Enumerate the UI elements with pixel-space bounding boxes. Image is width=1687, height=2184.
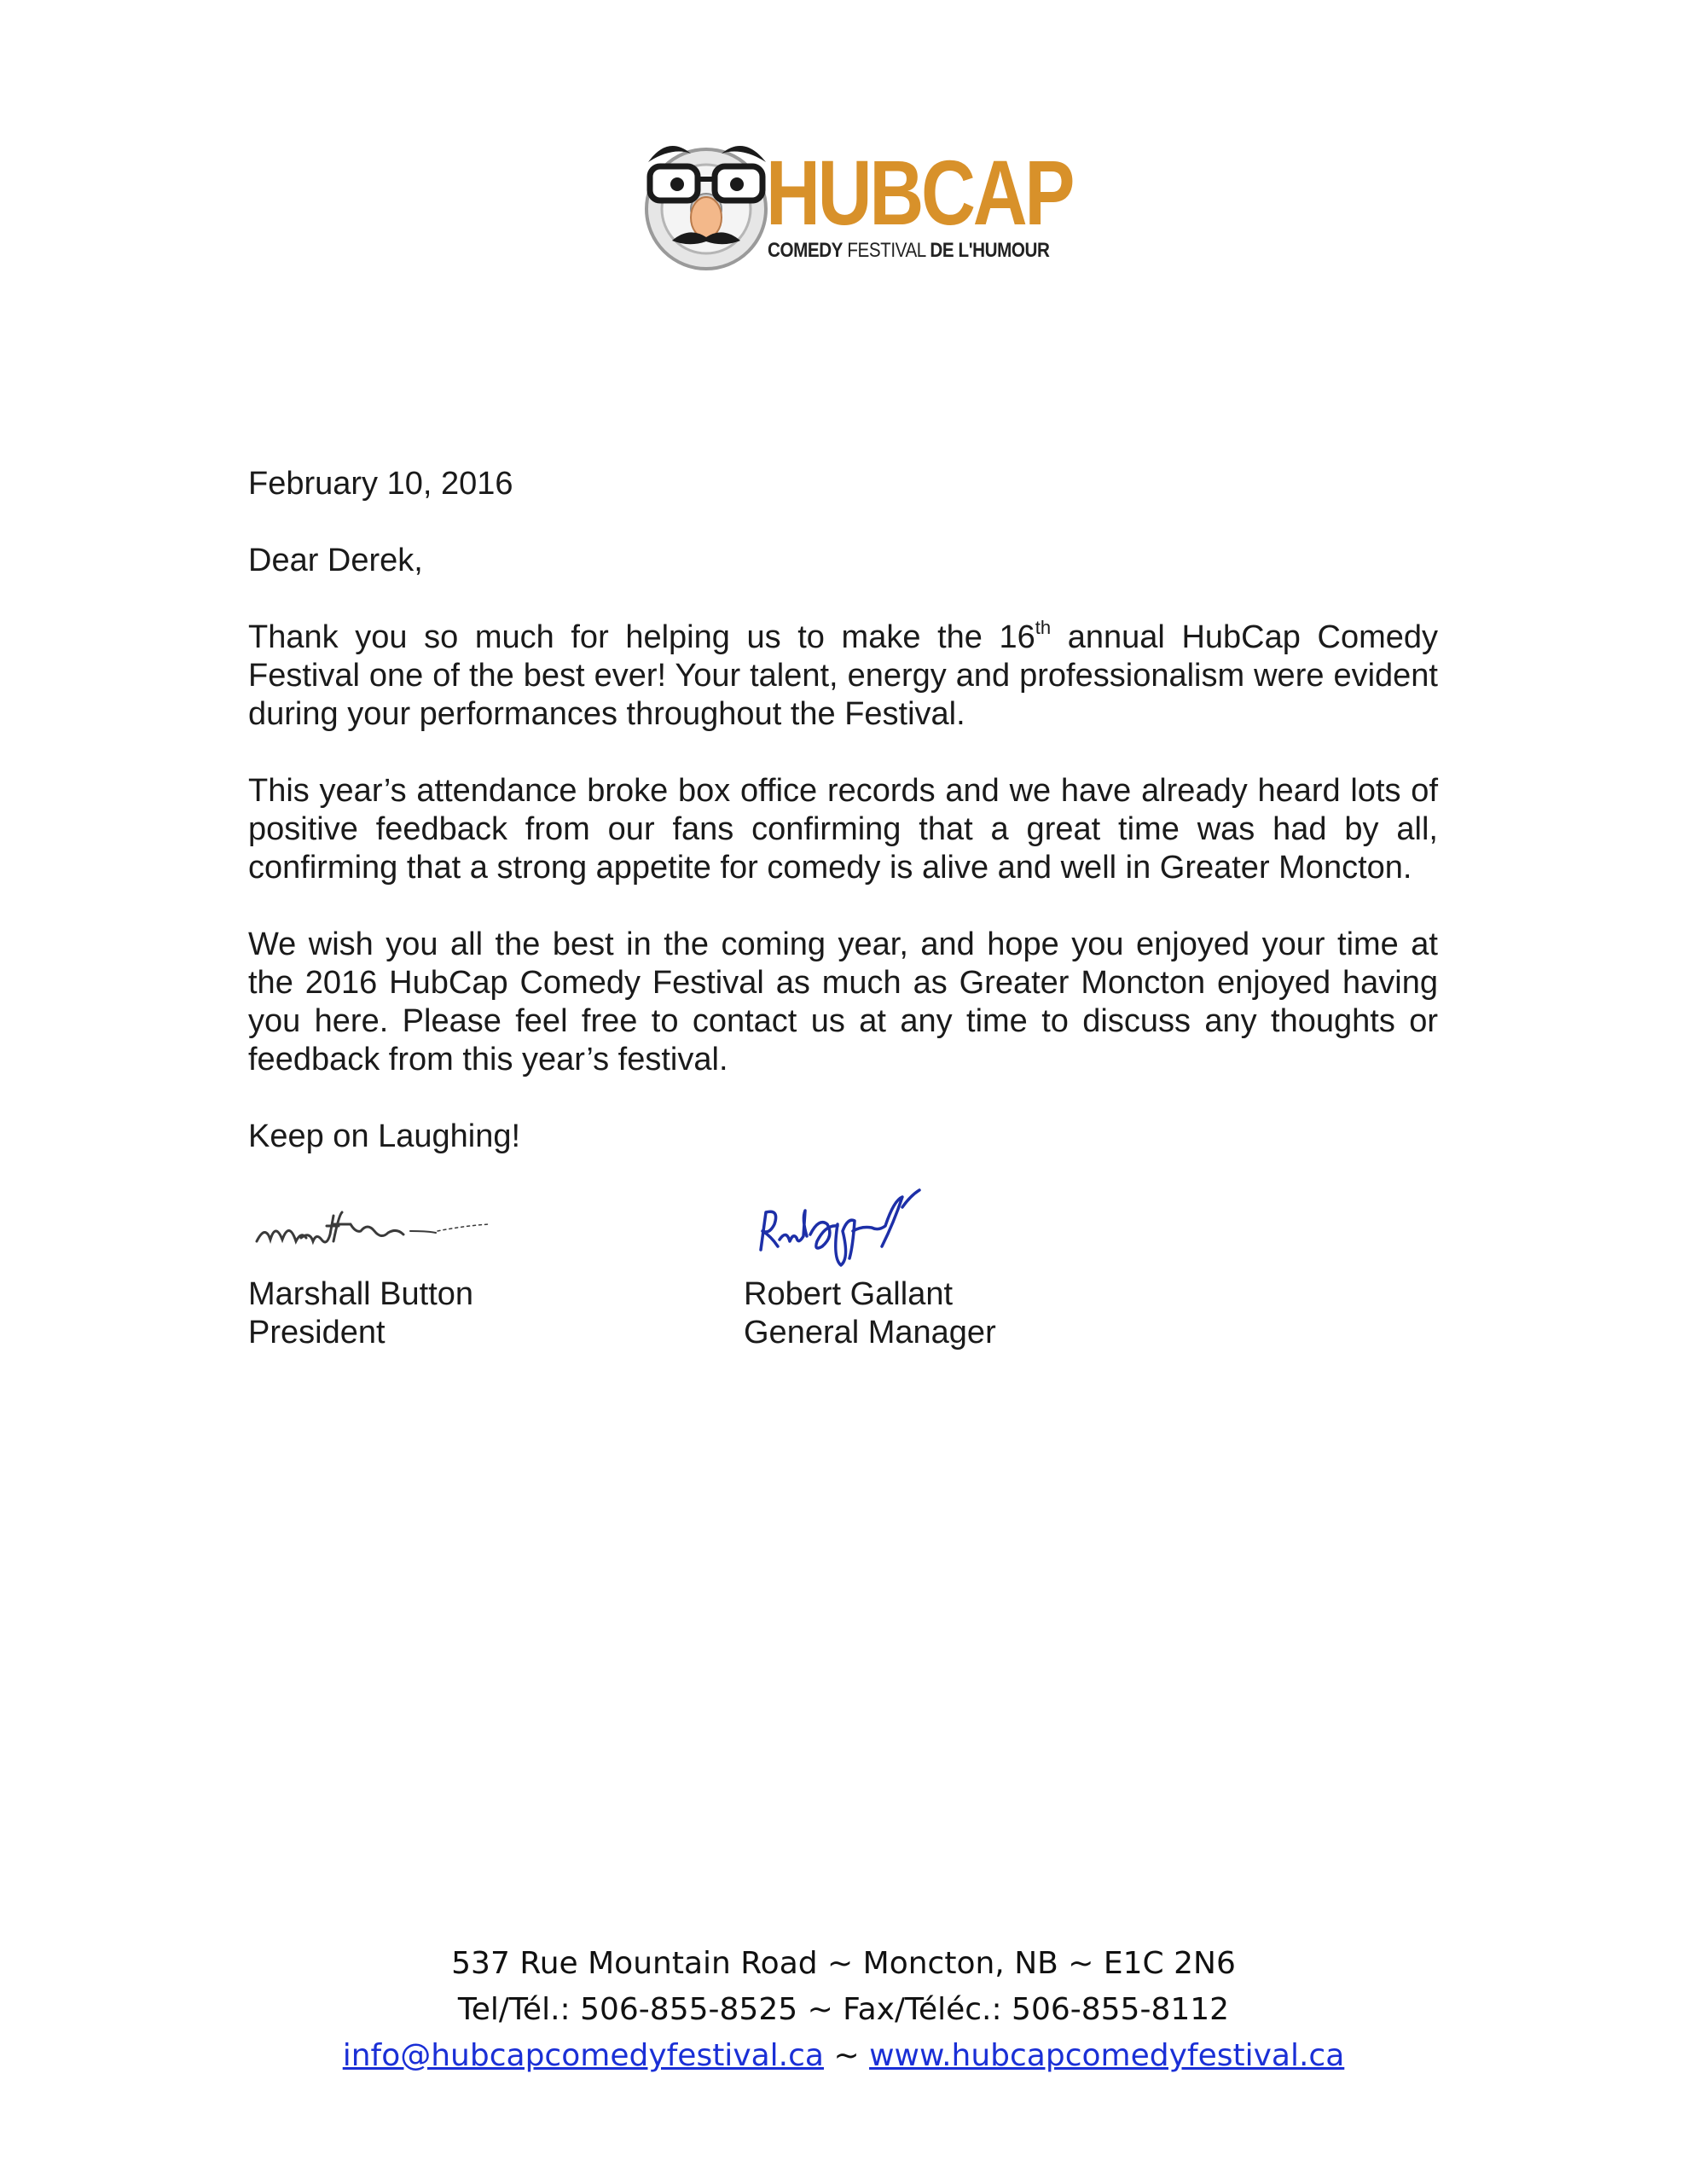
letter-body — [248, 465, 1438, 1156]
footer-separator: ~ — [833, 2038, 860, 2073]
signature-marshall-button — [248, 1182, 675, 1275]
paragraph-thanks: Thank you so much for helping us to make the 16th annual HubCap Comedy Festival one of the best ever! Your talent, energy and professionalism were evident during your performances throughout the Festival. — [248, 617, 1438, 732]
signatory-title: General Manager — [744, 1315, 996, 1350]
letterhead-footer — [0, 1941, 1687, 2079]
logo-brand-text: HUBCAP — [766, 141, 1073, 244]
signatory-name: Marshall Button — [248, 1276, 474, 1312]
footer-phones: Tel/Tél.: 506-855-8525 ~ Fax/Téléc.: 506-855-8112 — [457, 1992, 1230, 2027]
signatory-name: Robert Gallant — [744, 1276, 954, 1312]
footer-address: 537 Rue Mountain Road ~ Moncton, NB ~ E1C 2N6 — [451, 1946, 1236, 1981]
signatory-general-manager — [744, 1182, 1170, 1352]
paragraph-attendance: This year’s attendance broke box office records and we have already heard lots of positive feedback from our fans confirming that a great time was had by all, confirming that a strong appetite for comedy is alive and well in Greater Moncton. — [248, 773, 1438, 886]
letter-date: February 10, 2016 — [248, 466, 513, 502]
festival-logo — [638, 128, 1073, 277]
letter-salutation: Dear Derek, — [248, 543, 423, 578]
signatory-title: President — [248, 1315, 386, 1350]
signatory-president — [248, 1182, 675, 1352]
logo-tagline: COMEDY FESTIVAL DE L'HUMOUR — [768, 239, 1050, 262]
website-link[interactable]: www.hubcapcomedyfestival.ca — [869, 2038, 1345, 2073]
letter-closing: Keep on Laughing! — [248, 1118, 521, 1154]
paragraph-wishes: We wish you all the best in the coming year, and hope you enjoyed your time at the 2016 HubCap Comedy Festival as much as Greater Moncton enjoyed having you here. Please feel free to contact us at any time to discuss any thoughts or feedback from this year’s festival. — [248, 926, 1438, 1077]
hubcap-glasses-icon — [638, 128, 774, 277]
signature-section — [248, 1182, 1186, 1352]
signature-robert-gallant — [744, 1182, 1170, 1275]
footer-links — [0, 2033, 1687, 2079]
email-link[interactable]: info@hubcapcomedyfestival.ca — [342, 2038, 824, 2073]
